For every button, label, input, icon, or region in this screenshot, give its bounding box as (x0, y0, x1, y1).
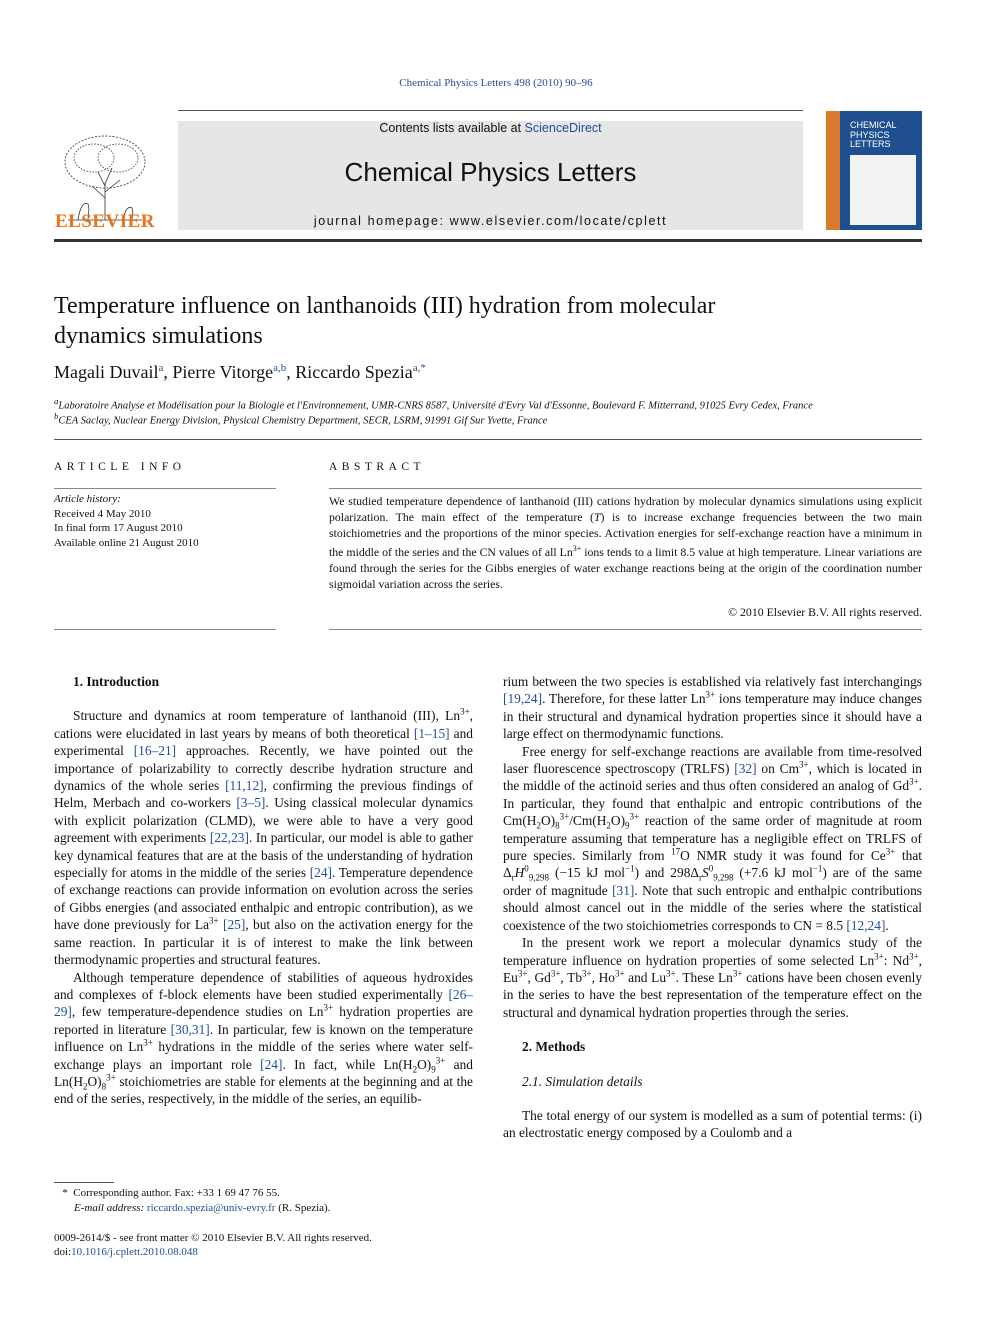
article-title (54, 291, 914, 351)
abstract-rule (329, 629, 922, 630)
body-paragraph: Free energy for self-exchange reactions are available from time-resolved laser fluorescence spectroscopy (TRLFS) [32] on $Cm^{3+}$, which is located in the middle of the actinoid series and thus often considered an analog of $Gd^{3+}$. In particular, they found that enthalpic and entropic contributions of the $Cm(H_2O)_8^{3+}/Cm(H_2O)_9^{3+}$ reaction of the same order of magnitude at room temperature assuming that temperature has a negligible effect on TRLFS of pure species. Similarly from $^{17}$O NMR study it was found for $Ce^{3+}$ that $\Delta_rH^0_{9,298}$ (−15 kJ mol$^{-1}$) and $298\Delta_rS^0_{9,298}$ (+7.6 kJ mol$^{-1}$) are of the same order of magnitude [31]. Note that such entropic and enthalpic contributions should almost cancel out in the middle of the series where the statistical coexistence of the two stoichiometries corresponds to CN = 8.5 [12,24]. (503, 743, 922, 933)
abstract-rule (329, 488, 922, 489)
affiliation-mark: a (54, 396, 59, 406)
abstract-copyright: © 2010 Elsevier B.V. All rights reserved. (728, 605, 922, 619)
citation-link[interactable]: [16–21] (133, 743, 177, 759)
citation-link[interactable]: [24] (309, 865, 332, 881)
history-final-form: In final form 17 August 2010 (54, 522, 183, 534)
email-label: E-mail address: (74, 1202, 145, 1214)
citation-link[interactable]: [3–5] (236, 795, 266, 811)
cover-title-line: PHYSICS (850, 129, 890, 140)
body-paragraph: The total energy of our system is modelled as a sum of potential terms: (i) an electrostatic energy composed by a Coulomb and a (503, 1107, 922, 1141)
citation-link[interactable]: [11,12] (225, 778, 264, 794)
doi-link[interactable]: 10.1016/j.cplett.2010.08.048 (71, 1246, 198, 1258)
front-matter (54, 1231, 473, 1259)
title-line: dynamics simulations (54, 323, 263, 349)
issn-line: 0009-2614/$ - see front matter © 2010 Elsevier B.V. All rights reserved. (54, 1232, 372, 1244)
author-affiliation-mark[interactable]: a (158, 362, 164, 374)
email-link[interactable]: riccardo.spezia@univ-evry.fr (146, 1202, 276, 1214)
citation-link[interactable]: [1–15] (413, 725, 450, 741)
abstract-body: We studied temperature dependence of lanthanoid (III) cations hydration by molecular dynamics simulations using explicit polarization. The main effect of the temperature (T) is to increase exchange frequencies between the two main stoichiometries and the proportions of the minor species. Activation energies for self-exchange reaction have a minimum in the middle of the series and the CN values of all $Ln^{3+}$ ions tends to a limit 8.5 value at high temperature. Linear variations are found through the series for the Gibbs energies of water exchange reactions being at the origin of the coordination number sigmoidal variation across the series. (329, 494, 922, 591)
history-online: Available online 21 August 2010 (54, 536, 199, 549)
author-name: Riccardo Spezia (295, 362, 413, 382)
footnote-mark: * (62, 1187, 68, 1199)
homepage-link[interactable]: www.elsevier.com/locate/cplett (449, 214, 668, 228)
contents-prefix: Contents lists available at (379, 121, 525, 135)
body-column-left (54, 673, 473, 1108)
spacer (503, 1090, 922, 1107)
sciencedirect-link[interactable]: ScienceDirect (524, 121, 602, 135)
header-rule (54, 239, 922, 242)
citation-link[interactable]: [32] (734, 761, 757, 777)
affiliation-text: CEA Saclay, Nuclear Energy Division, Physical Chemistry Department, SECR, LSRM, 91991 Gif Sur Yvette, France (58, 415, 548, 427)
journal-cover-thumbnail[interactable] (826, 111, 922, 230)
body-paragraph: rium between the two species is established via relatively fast interchangings [19,24]. Therefore, for these latter $Ln^{3+}$ ions temperature may induce changes in their structural and dynamical hydration properties since it should have a large effect on thermodynamic functions. (503, 674, 922, 742)
journal-name: Chemical Physics Letters (344, 157, 637, 187)
body-paragraph: Structure and dynamics at room temperature of lanthanoid (III), $Ln^{3+}$, cations were elucidated in last years by means of both theoretical [1–15] and experimental [16–21] approaches. Recently, we have pointed out the importance of polarizability to correctly describe hydration structure and dynamics of the whole series [11,12], confirming the previous findings of Helm, Merbach and co-workers [3–5]. Using classical molecular dynamics with explicit polarization (CLMD), we were able to have a very good agreement with experiments [22,23]. In particular, our model is able to gather key dynamical features that are at the basis of the understanding of hydration especially for atoms in the middle of the series [24]. Temperature dependence of exchange reactions can provide information on evolution across the series of Gibbs energies (and associated enthalpic and entropic contribution), as we have done previously for $La^{3+}$ [25], but also on the activation energy for the same reaction. In particular it is of interest to make the link between thermodynamic properties and structural features. (54, 706, 473, 968)
cover-title-line: LETTERS (850, 139, 891, 149)
cover-title-line: CHEMICAL (850, 120, 897, 130)
author-affiliation-mark[interactable]: a,* (412, 362, 426, 374)
corresponding-author-footnote (54, 1186, 473, 1216)
article-info-heading: ARTICLE INFO (54, 461, 186, 473)
citation-link[interactable]: [25] (223, 917, 246, 933)
body-column-right (503, 673, 922, 1142)
masthead-top-rule (178, 110, 803, 111)
journal-homepage (178, 214, 803, 228)
abstract-heading: ABSTRACT (329, 461, 426, 473)
article-history (54, 492, 276, 550)
author-name: Magali Duvail (54, 362, 159, 382)
corresponding-author-text: Corresponding author. Fax: +33 1 69 47 76 55. (73, 1187, 280, 1199)
citation-link[interactable]: [24] (260, 1056, 283, 1072)
affiliation (54, 396, 922, 412)
citation-link[interactable]: [12,24] (846, 917, 886, 933)
history-received: Received 4 May 2010 (54, 507, 151, 520)
citation-link[interactable]: [31] (612, 882, 635, 898)
doi-prefix: doi: (54, 1246, 72, 1258)
affiliation-rule (54, 439, 922, 440)
cover-title (850, 121, 897, 150)
section-heading: 1. Introduction (73, 674, 160, 689)
subsection-heading: 2.1. Simulation details (522, 1073, 643, 1089)
email-suffix: (R. Spezia). (278, 1202, 331, 1214)
spacer (54, 690, 473, 707)
journal-reference[interactable]: Chemical Physics Letters 498 (2010) 90–96 (399, 77, 593, 89)
cover-figure-panel (850, 155, 916, 225)
section-heading: 2. Methods (522, 1039, 586, 1055)
body-paragraph: In the present work we report a molecular dynamics study of the temperature influence on hydration properties of some selected $Ln^{3+}$: $Nd^{3+}$, $Eu^{3+}$, $Gd^{3+}$, $Tb^{3+}$, $Ho^{3+}$ and $Lu^{3+}$. These $Ln^{3+}$ cations have been chosen evenly in the series to have the best representation of the temperature effect on the structural and dynamical hydration properties through the series. (503, 935, 923, 1020)
publisher-wordmark: ELSEVIER (54, 211, 156, 232)
spacer (503, 1021, 922, 1038)
cover-accent-strip (826, 111, 840, 230)
citation-link[interactable]: [19,24] (503, 691, 543, 707)
history-heading: Article history: (54, 493, 121, 505)
citation-link[interactable]: [26–29] (54, 986, 473, 1020)
homepage-prefix: journal homepage: (313, 214, 450, 228)
affiliation-text: Laboratoire Analyse et Modélisation pour la Biologie et l'Environnement, UMR-CNRS 8587, Université d'Evry Val d'Essonne, Boulevard F. Mitterrand, 91025 Evry Cedex, France (58, 400, 813, 412)
contents-line (178, 121, 803, 135)
affiliation (54, 411, 922, 427)
info-rule (54, 629, 276, 630)
body-paragraph: Although temperature dependence of stabilities of aqueous hydroxides and complexes of f-block elements have been studied experimentally [26–29], few temperature-dependence studies on $Ln^{3+}$ hydration properties are reported in literature [30,31]. In particular, few is known on the temperature influence on $Ln^{3+}$ hydrations in the middle of the series where water self-exchange plays an important role [24]. In fact, while $Ln(H_2O)_9^{3+}$ and $Ln(H_2O)_8^{3+}$ stoichiometries are stable for elements at the beginning and at the end of the series, respectively, in the middle of the series, an equilib- (54, 969, 474, 1107)
spacer (503, 1056, 922, 1073)
info-rule (54, 488, 276, 489)
citation-link[interactable]: [22,23] (209, 830, 249, 846)
footnote-rule (54, 1182, 114, 1183)
affiliation-mark: b (54, 411, 59, 421)
author-list: Magali Duvail$^a$, Pierre Vitorge$^{a,b}$, Riccardo Spezia$^{a,*}$ (54, 362, 426, 382)
author-name: Pierre Vitorge (172, 362, 274, 382)
author-affiliation-mark[interactable]: a,b (273, 362, 287, 374)
citation-link[interactable]: [30,31] (170, 1021, 210, 1037)
title-line: Temperature influence on lanthanoids (III) hydration from molecular (54, 293, 716, 319)
